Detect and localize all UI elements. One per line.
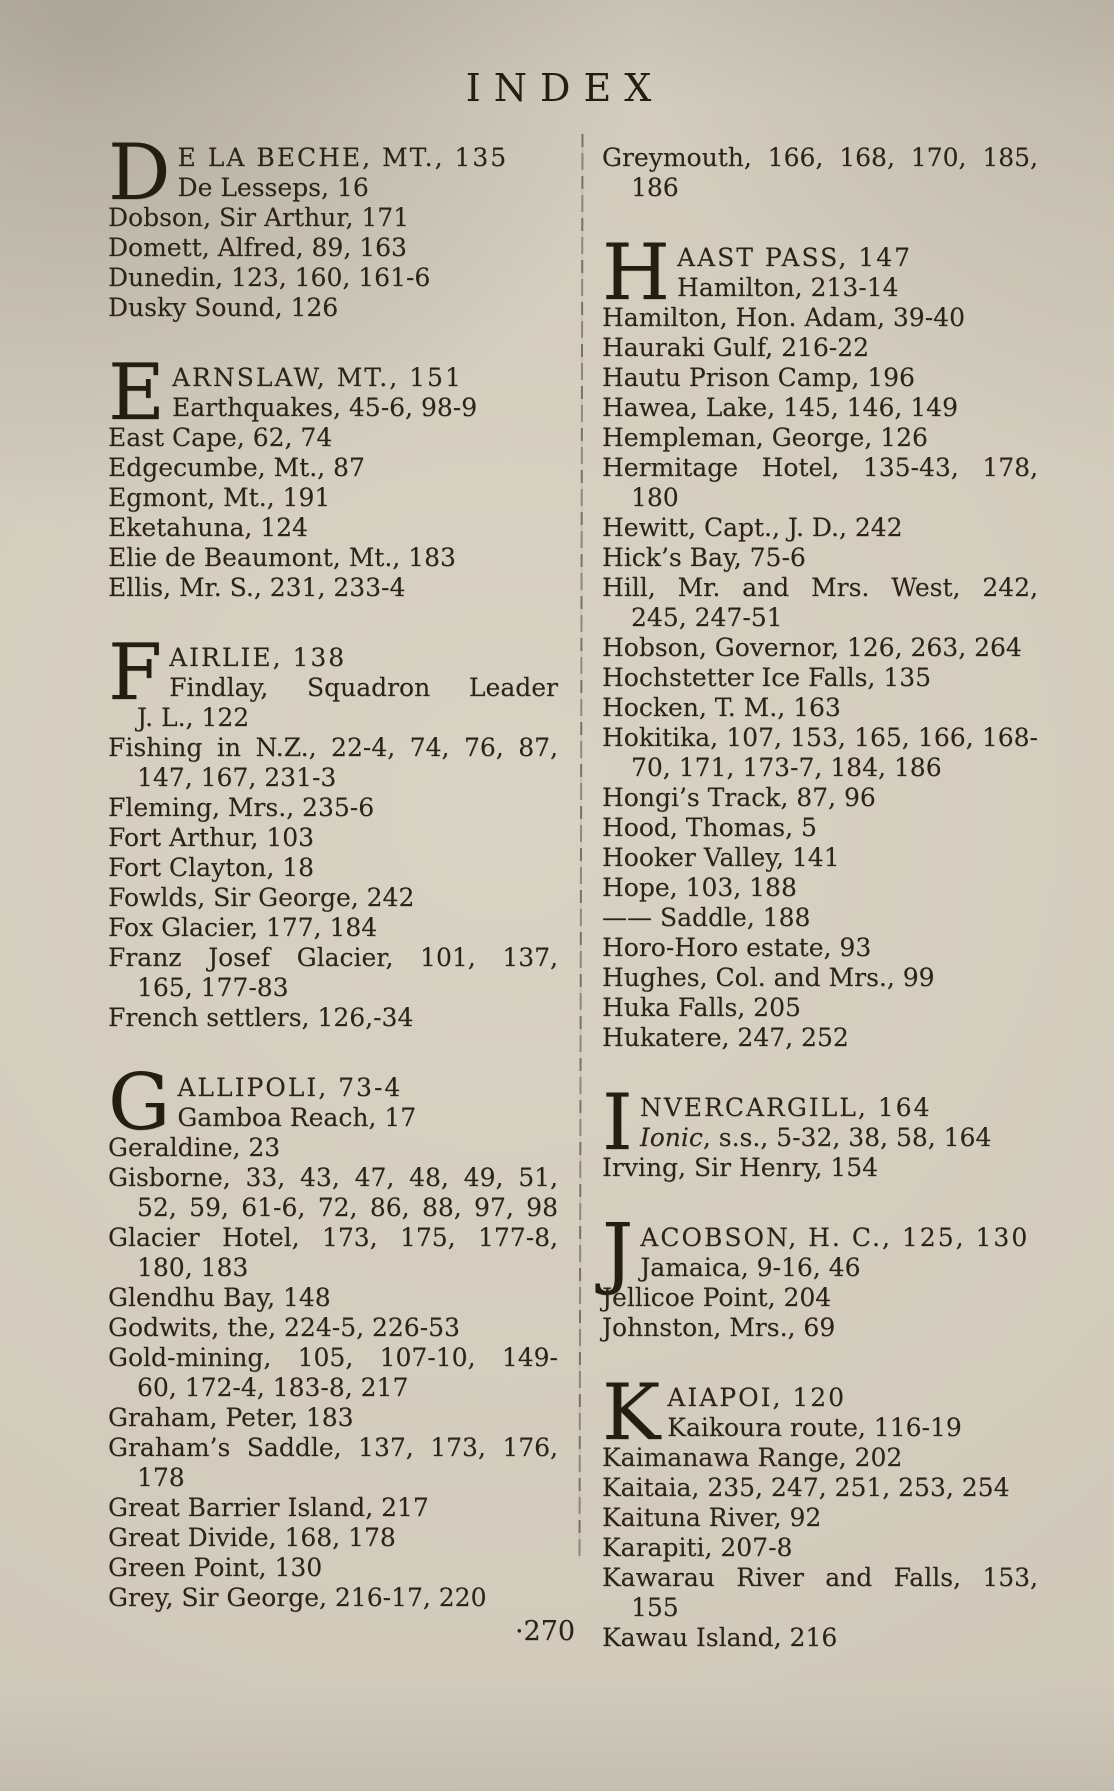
index-line: Great Divide, 168, 178: [108, 1523, 396, 1552]
index-line: J. L., 122: [137, 703, 250, 732]
index-entry: [602, 1473, 1038, 1503]
index-entry: [108, 1583, 558, 1613]
index-line: 60, 172-4, 183-8, 217: [137, 1373, 409, 1402]
index-entry: [602, 1153, 1038, 1183]
index-line: Hughes, Col. and Mrs., 99: [602, 963, 935, 992]
page-number: ·270: [514, 1616, 576, 1647]
index-section-E: [108, 348, 558, 603]
index-line: Hill, Mr. and Mrs. West, 242,: [602, 573, 1038, 602]
index-entry: [108, 1493, 558, 1523]
index-column-left: [108, 128, 558, 1613]
index-line: Hukatere, 247, 252: [602, 1023, 849, 1052]
index-line: Jellicoe Point, 204: [602, 1283, 832, 1312]
section-head: NVERCARGILL, 164: [639, 1093, 932, 1122]
index-entry: [108, 423, 558, 453]
section-head: ACOBSON, H. C., 125, 130: [640, 1223, 1030, 1252]
index-entry: [602, 1283, 1038, 1313]
index-entry: [108, 203, 558, 233]
index-entry: [108, 1283, 558, 1313]
index-line: Dobson, Sir Arthur, 171: [108, 203, 410, 232]
index-line: Glendhu Bay, 148: [108, 1283, 331, 1312]
index-line: Gisborne, 33, 43, 47, 48, 49, 51,: [108, 1163, 558, 1192]
index-entry: [602, 813, 1038, 843]
index-line: Hobson, Governor, 126, 263, 264: [602, 633, 1022, 662]
section-head: ALLIPOLI, 73-4: [177, 1073, 403, 1102]
index-line: Grey, Sir George, 216-17, 220: [108, 1583, 487, 1612]
index-line: De Lesseps, 16: [177, 173, 369, 202]
drop-cap-letter: F: [108, 628, 163, 718]
index-column-right: [602, 143, 1038, 1653]
index-line: East Cape, 62, 74: [108, 423, 333, 452]
index-entry: [602, 963, 1038, 993]
index-line: Hautu Prison Camp, 196: [602, 363, 915, 392]
index-line: Hauraki Gulf, 216-22: [602, 333, 870, 362]
index-line: Glacier Hotel, 173, 175, 177-8,: [108, 1223, 558, 1252]
index-line: 155: [631, 1593, 679, 1622]
index-entry: [108, 1003, 558, 1033]
index-entry: [108, 543, 558, 573]
drop-cap-letter: G: [108, 1058, 171, 1148]
index-entry: [108, 293, 558, 323]
index-line: Hewitt, Capt., J. D., 242: [602, 513, 903, 542]
index-entry: [602, 333, 1038, 363]
index-line: Geraldine, 23: [108, 1133, 281, 1162]
index-section-I: [602, 1078, 1038, 1183]
index-line: Dunedin, 123, 160, 161-6: [108, 263, 431, 292]
index-entry: [602, 723, 1038, 783]
index-line: Hocken, T. M., 163: [602, 693, 841, 722]
index-section-F: [108, 628, 558, 1033]
index-section: [602, 143, 1038, 203]
index-entry: [108, 823, 558, 853]
index-entry: [602, 633, 1038, 663]
drop-cap-letter: E: [108, 348, 165, 438]
index-entry: [602, 453, 1038, 513]
section-head: AAST PASS, 147: [677, 243, 913, 272]
drop-cap-letter: I: [602, 1078, 633, 1168]
index-entry: [602, 693, 1038, 723]
index-line: Graham’s Saddle, 137, 173, 176,: [108, 1433, 558, 1462]
index-line: Kawarau River and Falls, 153,: [602, 1563, 1038, 1592]
index-entry: [602, 573, 1038, 633]
index-line: Kawau Island, 216: [602, 1623, 838, 1652]
index-entry: [602, 543, 1038, 573]
index-line: Findlay, Squadron Leader: [169, 673, 558, 702]
index-line: Domett, Alfred, 89, 163: [108, 233, 407, 262]
index-line: Greymouth, 166, 168, 170, 185,: [602, 143, 1038, 172]
index-line: Kaikoura route, 116-19: [667, 1413, 962, 1442]
index-entry: [602, 1563, 1038, 1623]
index-entry: [108, 943, 558, 1003]
index-entry: [602, 1503, 1038, 1533]
index-entry: [602, 423, 1038, 453]
index-section-H: [602, 228, 1038, 1053]
index-line: Godwits, the, 224-5, 226-53: [108, 1313, 460, 1342]
index-entry: [108, 1163, 558, 1223]
index-line: Ellis, Mr. S., 231, 233-4: [108, 573, 406, 602]
drop-cap-letter: D: [108, 128, 171, 218]
index-entry: [602, 993, 1038, 1023]
index-line: Huka Falls, 205: [602, 993, 801, 1022]
index-line: Great Barrier Island, 217: [108, 1493, 429, 1522]
index-line: Gold-mining, 105, 107-10, 149-: [108, 1343, 558, 1372]
index-line: Earthquakes, 45-6, 98-9: [171, 393, 478, 422]
index-entry: [108, 1553, 558, 1583]
index-entry: [602, 1313, 1038, 1343]
index-entry: [602, 513, 1038, 543]
index-line: Karapiti, 207-8: [602, 1533, 793, 1562]
index-entry: [108, 1433, 558, 1493]
drop-cap-letter: J: [602, 1208, 634, 1298]
index-line: Kaitaia, 235, 247, 251, 253, 254: [602, 1473, 1010, 1502]
index-line: Graham, Peter, 183: [108, 1403, 354, 1432]
index-line: Hamilton, 213-14: [677, 273, 899, 302]
index-entry: [108, 1343, 558, 1403]
index-line: 70, 171, 173-7, 184, 186: [631, 753, 942, 782]
index-entry: [108, 1133, 558, 1163]
index-line: Hooker Valley, 141: [602, 843, 840, 872]
index-entry: [602, 1443, 1038, 1473]
index-line: Hempleman, George, 126: [602, 423, 928, 452]
index-entry: [108, 483, 558, 513]
page-title: INDEX: [465, 66, 665, 110]
index-line: Franz Josef Glacier, 101, 137,: [108, 943, 558, 972]
index-line: Hokitika, 107, 153, 165, 166, 168-: [602, 723, 1038, 752]
index-entry: [108, 853, 558, 883]
index-line: Ionic, s.s., 5-32, 38, 58, 164: [639, 1123, 992, 1152]
index-line: Elie de Beaumont, Mt., 183: [108, 543, 456, 572]
index-line: Johnston, Mrs., 69: [602, 1313, 836, 1342]
index-entry: [602, 1023, 1038, 1053]
index-entry: [602, 663, 1038, 693]
index-entry: [602, 1533, 1038, 1563]
index-line: Hick’s Bay, 75-6: [602, 543, 806, 572]
ship-name-italic: Ionic: [639, 1123, 703, 1152]
drop-cap-letter: H: [602, 228, 671, 318]
index-line: Hawea, Lake, 145, 146, 149: [602, 393, 958, 422]
index-line: 186: [631, 173, 679, 202]
index-line: —— Saddle, 188: [602, 903, 811, 932]
section-head: AIAPOI, 120: [667, 1383, 847, 1412]
index-line: Hamilton, Hon. Adam, 39-40: [602, 303, 965, 332]
index-line: Hood, Thomas, 5: [602, 813, 817, 842]
index-line: 180: [631, 483, 679, 512]
index-line: Eketahuna, 124: [108, 513, 308, 542]
index-line: Fleming, Mrs., 235-6: [108, 793, 375, 822]
index-entry: [108, 913, 558, 943]
index-line: Kaimanawa Range, 202: [602, 1443, 903, 1472]
index-line: Fishing in N.Z., 22-4, 74, 76, 87,: [108, 733, 558, 762]
index-line: 245, 247-51: [631, 603, 783, 632]
drop-cap-letter: K: [602, 1368, 661, 1458]
index-entry: [108, 1403, 558, 1433]
section-head: E LA BECHE, MT., 135: [177, 143, 509, 172]
index-line: French settlers, 126,-34: [108, 1003, 414, 1032]
index-line: Hongi’s Track, 87, 96: [602, 783, 876, 812]
index-entry: [108, 513, 558, 543]
index-line: 178: [137, 1463, 185, 1492]
index-entry: [108, 733, 558, 793]
index-entry: [602, 783, 1038, 813]
index-section-G: [108, 1058, 558, 1613]
index-entry: [602, 143, 1038, 203]
index-line: 52, 59, 61-6, 72, 86, 88, 97, 98: [137, 1193, 558, 1222]
index-line: 165, 177-83: [137, 973, 289, 1002]
index-line: Hochstetter Ice Falls, 135: [602, 663, 932, 692]
index-entry: [602, 393, 1038, 423]
index-line: Dusky Sound, 126: [108, 293, 339, 322]
index-line: Green Point, 130: [108, 1553, 323, 1582]
index-entry: [602, 363, 1038, 393]
index-entry: [108, 703, 558, 733]
index-line: Hope, 103, 188: [602, 873, 797, 902]
index-line: Kaituna River, 92: [602, 1503, 822, 1532]
index-line: Fowlds, Sir George, 242: [108, 883, 415, 912]
index-entry: [602, 303, 1038, 333]
index-line: 147, 167, 231-3: [137, 763, 337, 792]
index-entry: [108, 1313, 558, 1343]
index-entry: [602, 903, 1038, 933]
index-line: 180, 183: [137, 1253, 249, 1282]
index-section-D: [108, 128, 558, 323]
column-divider-rule: [579, 134, 584, 1558]
index-line: Gamboa Reach, 17: [177, 1103, 417, 1132]
index-entry: [108, 453, 558, 483]
index-line: Edgecumbe, Mt., 87: [108, 453, 365, 482]
index-entry: [108, 793, 558, 823]
index-entry: [602, 873, 1038, 903]
index-entry: [108, 1523, 558, 1553]
index-line: Hermitage Hotel, 135-43, 178,: [602, 453, 1038, 482]
index-entry: [108, 883, 558, 913]
index-line: Egmont, Mt., 191: [108, 483, 331, 512]
index-entry: [108, 573, 558, 603]
index-section-J: [602, 1208, 1038, 1343]
index-line: Irving, Sir Henry, 154: [602, 1153, 879, 1182]
index-entry: [108, 1223, 558, 1283]
index-line: Fox Glacier, 177, 184: [108, 913, 378, 942]
index-line: Fort Arthur, 103: [108, 823, 315, 852]
index-entry: [108, 263, 558, 293]
index-entry: [602, 933, 1038, 963]
index-entry: [602, 843, 1038, 873]
section-head: AIRLIE, 138: [169, 643, 347, 672]
index-section-K: [602, 1368, 1038, 1653]
section-head: ARNSLAW, MT., 151: [171, 363, 463, 392]
index-line: Horo-Horo estate, 93: [602, 933, 872, 962]
index-line: Jamaica, 9-16, 46: [640, 1253, 861, 1282]
index-line: Fort Clayton, 18: [108, 853, 315, 882]
index-entry: [108, 233, 558, 263]
